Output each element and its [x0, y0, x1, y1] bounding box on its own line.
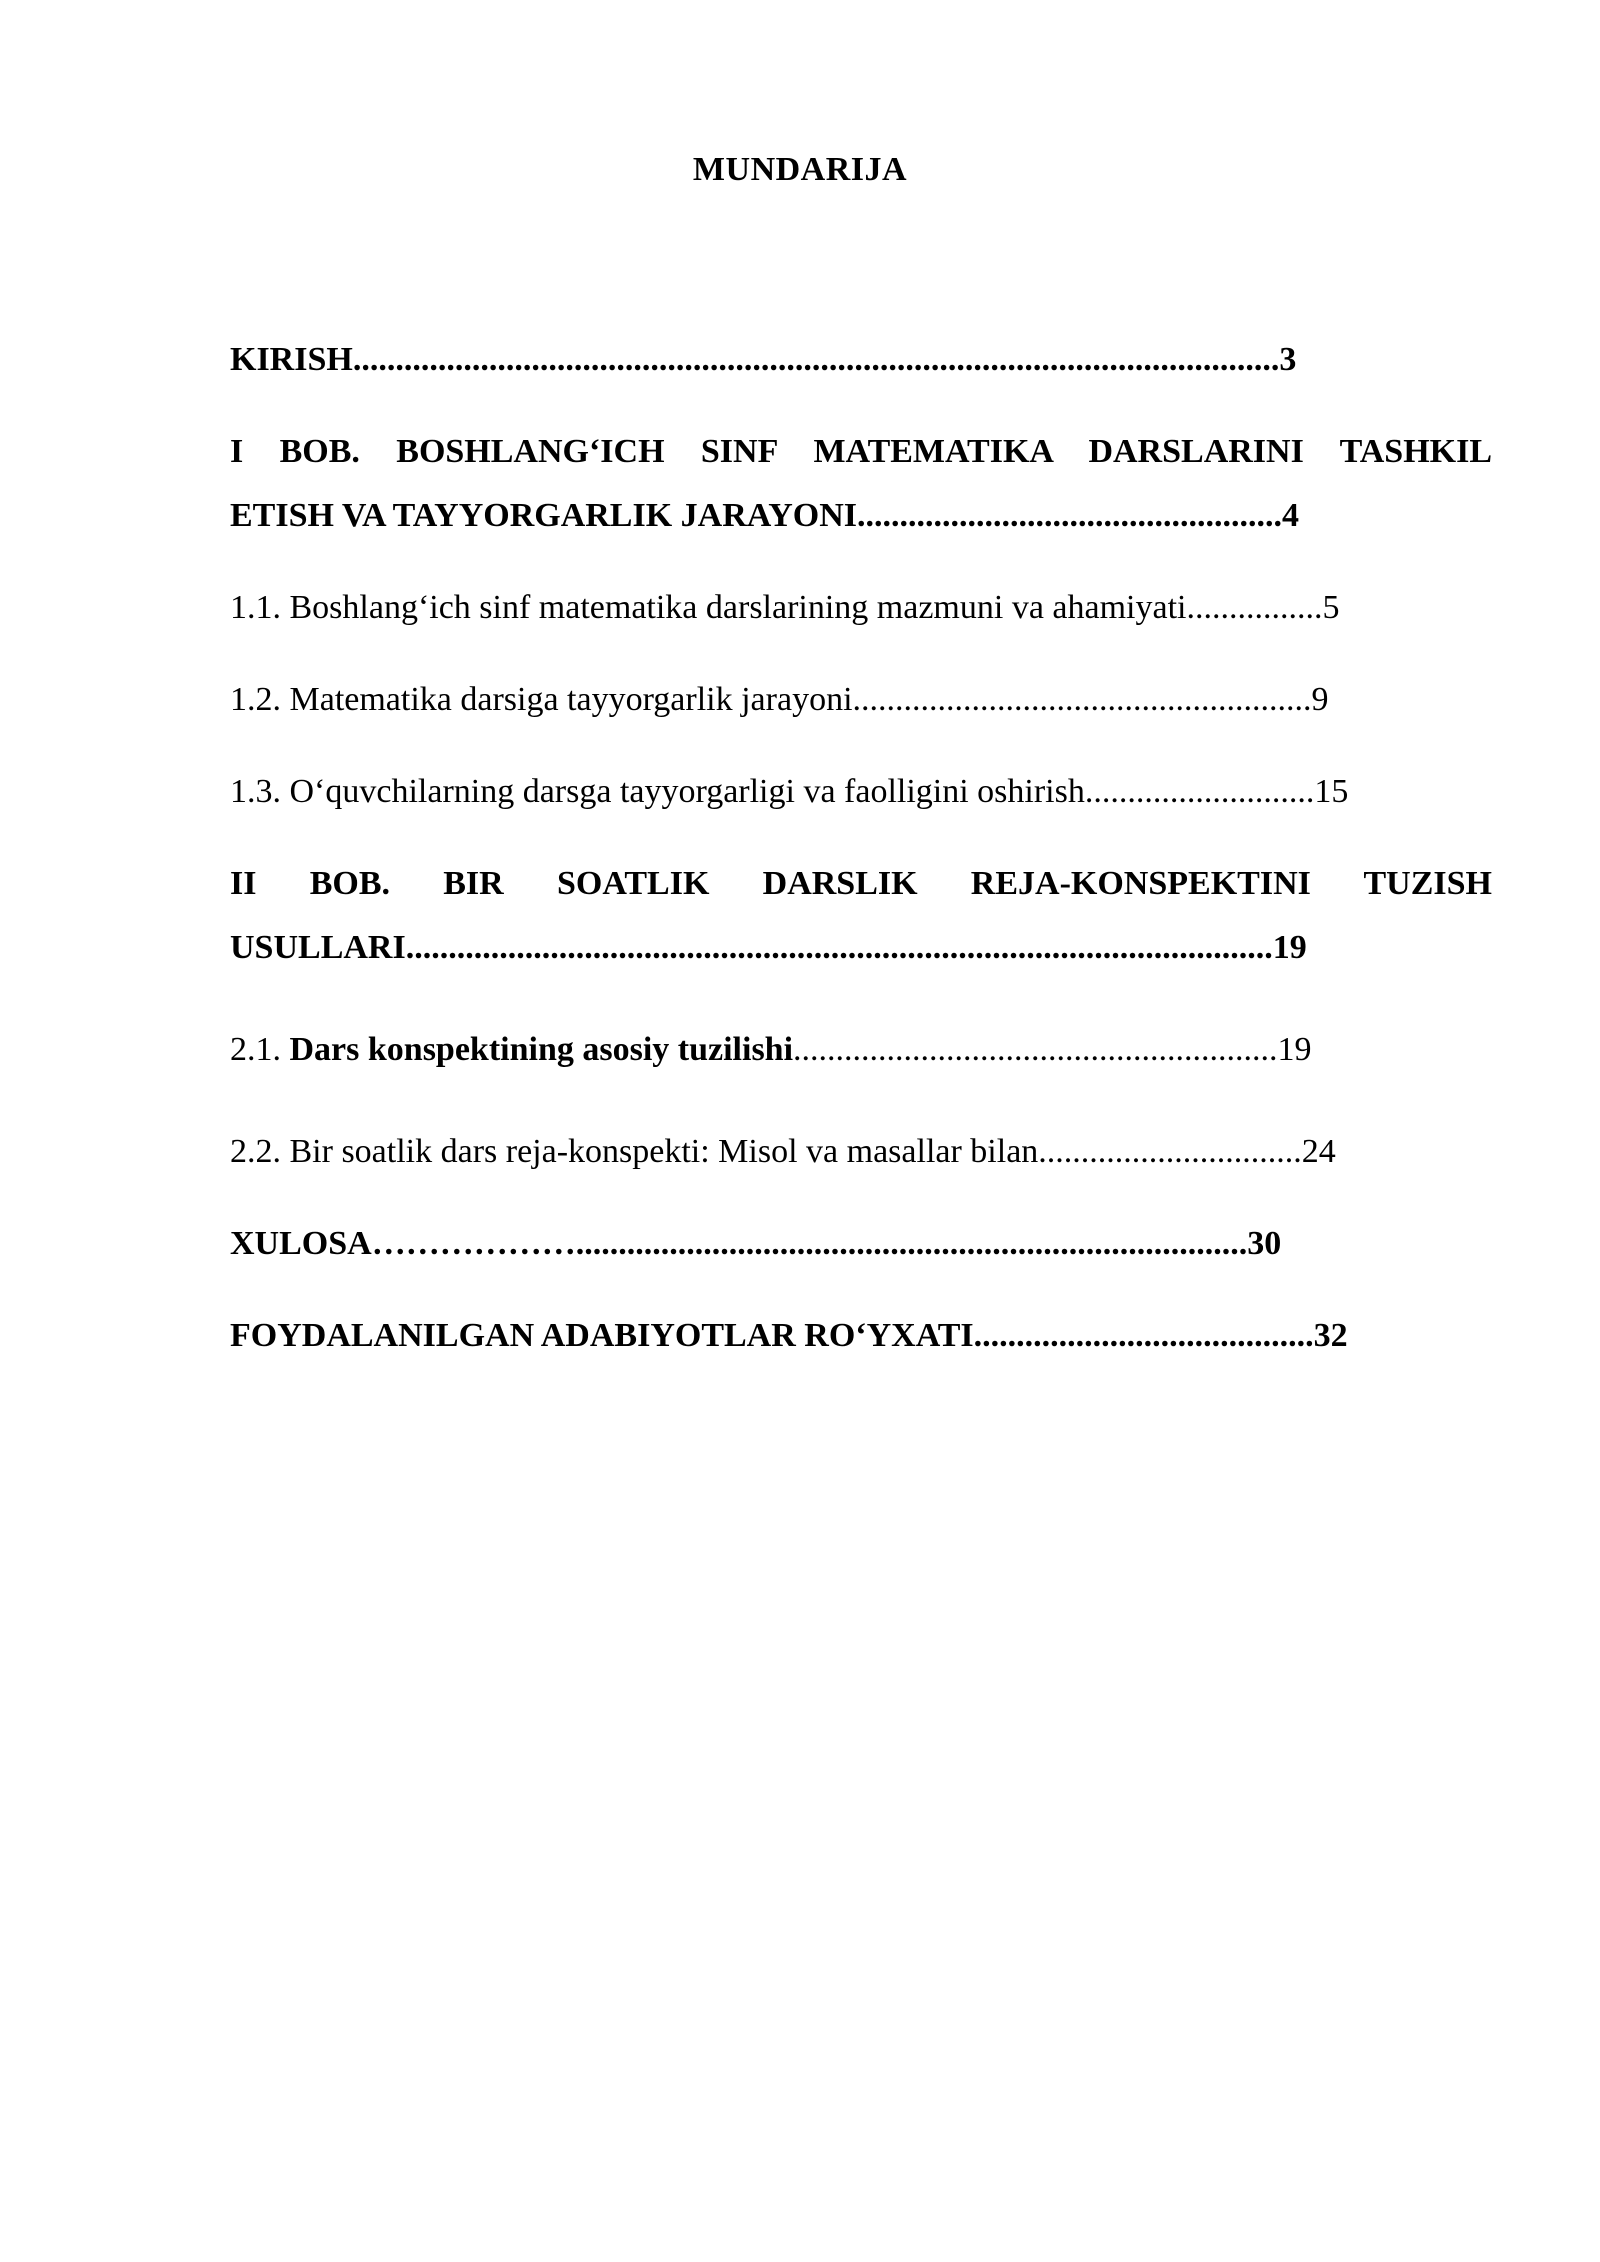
toc-entry-bob2-line1: II BOB. BIR SOATLIK DARSLIK REJA-KONSPEKTINI TUZISH: [230, 865, 1492, 902]
toc-entry-2-1-title: Dars konspektining asosiy tuzilishi: [289, 1031, 794, 1068]
toc-entry-1-3: 1.3. O‘quvchilarning darsga tayyorgarligi va faolligini oshirish...........................15: [230, 773, 1349, 810]
toc-entry-1-2: 1.2. Matematika darsiga tayyorgarlik jarayoni......................................................9: [230, 681, 1329, 718]
toc-entry-2-1-leader: .........................................................19: [793, 1031, 1312, 1068]
toc-entry-bob1-line1: I BOB. BOSHLANG‘ICH SINF MATEMATIKA DARSLARINI TASHKIL: [230, 433, 1492, 470]
toc-entry-2-2: 2.2. Bir soatlik dars reja-konspekti: Misol va masallar bilan...............................24: [230, 1133, 1336, 1170]
toc-entry-xulosa: XULOSA………………...............................................................................30: [230, 1225, 1282, 1262]
toc-entry-bob1-line2: ETISH VA TAYYORGARLIK JARAYONI..................................................4: [230, 497, 1299, 534]
page-title: MUNDARIJA: [692, 151, 908, 188]
toc-entry-bob2-line2: USULLARI......................................................................................................19: [230, 929, 1307, 966]
toc-entry-1-1: 1.1. Boshlang‘ich sinf matematika darslarining mazmuni va ahamiyati................5: [230, 589, 1340, 626]
toc-entry-adabiyotlar: FOYDALANILGAN ADABIYOTLAR RO‘YXATI........................................32: [230, 1317, 1348, 1354]
toc-entry-2-1: [230, 1030, 1492, 1070]
toc-entry-2-1-number: 2.1.: [230, 1031, 290, 1068]
toc-entry-kirish: KIRISH.............................................................................................................3: [230, 341, 1297, 378]
